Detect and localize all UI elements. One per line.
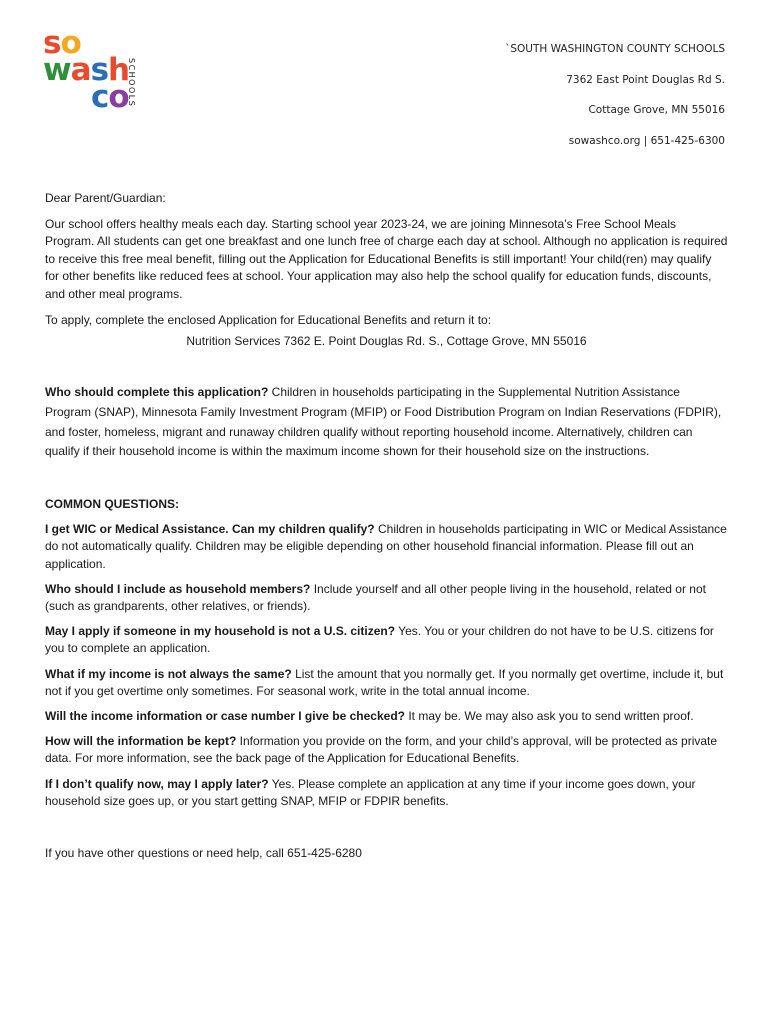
answer: It may be. We may also ask you to send written proof.	[404, 709, 694, 724]
district-logo	[43, 25, 153, 120]
answer: Children in households participating in WIC or Medical Assistance do not automatically qualify. Children may be eligible depending on other household financial information. Please fill out an application.	[45, 522, 727, 571]
answer: List the amount that you normally get. If you normally get overtime, include it, but not if you get overtime only sometimes. For seasonal work, write in the total annual income.	[45, 666, 724, 698]
who-question: Who should complete this application?	[45, 385, 269, 399]
logo-schools-text: SCHOOLS	[127, 58, 136, 108]
answer: Include yourself and all other people living in the household, related or not (such as grandparents, other relatives, or friends).	[45, 581, 706, 614]
city-state-zip: Cottage Grove, MN 55016	[588, 104, 725, 116]
district-address	[505, 43, 725, 165]
question: I get WIC or Medical Assistance. Can my children qualify?	[45, 522, 375, 537]
org-name: `SOUTH WASHINGTON COUNTY SCHOOLS	[505, 43, 725, 55]
qa-item	[45, 776, 728, 810]
qa-item	[45, 708, 728, 725]
apply-instructions: To apply, complete the enclosed Application for Educational Benefits and return it to:	[45, 312, 492, 327]
question: Will the income information or case number I give be checked?	[45, 709, 405, 724]
common-questions-section	[45, 496, 728, 818]
question: May I apply if someone in my household is not a U.S. citizen?	[45, 624, 396, 639]
street-address: 7362 East Point Douglas Rd S.	[566, 73, 725, 86]
qa-item	[45, 666, 728, 700]
qa-item	[45, 733, 728, 767]
common-questions-heading: COMMON QUESTIONS:	[45, 497, 179, 511]
help-contact-line: If you have other questions or need help, call 651-425-6280	[45, 846, 362, 860]
logo-line-co: co	[91, 79, 129, 115]
logo-line-wash: wash	[43, 52, 130, 88]
who-should-apply-section	[45, 383, 728, 462]
qa-item	[45, 521, 728, 573]
question: How will the information be kept?	[45, 734, 237, 749]
who-answer: Children in households participating in the Supplemental Nutrition Assistance Program (SNAP), Minnesota Family Investment Program (MFIP) or Food Distribution Program on Indian Reservations (FDPIR), and foster, homeless, migrant and runaway children qualify without reporting household income. Alternatively, children can qualify if their household income is within the maximum income shown for their household size on the instructions.	[45, 385, 722, 459]
question: What if my income is not always the same?	[45, 666, 292, 681]
letter-body	[45, 190, 728, 351]
qa-item	[45, 623, 728, 657]
answer: Yes. Please complete an application at any time if your income goes down, your household size goes up, or you start getting SNAP, MFIP or FDPIR benefits.	[45, 776, 696, 808]
logo-line-so: so	[43, 25, 81, 61]
intro-paragraph: Our school offers healthy meals each day. Starting school year 2023-24, we are joining Minnesota’s Free School Meals Program. All students can get one breakfast and one lunch free of charge each day at school. Although no application is required to receive this free meal benefit, filling out the Application for Educational Benefits is still important! Your child(ren) may qualify for other benefits like reduced fees at school. Your application may also help the school qualify for education funds, discounts, and other meal programs.	[45, 216, 728, 301]
return-address: Nutrition Services 7362 E. Point Douglas Rd. S., Cottage Grove, MN 55016	[186, 334, 587, 349]
question: Who should I include as household members?	[45, 581, 311, 596]
answer: Information you provide on the form, and your child’s approval, will be protected as private data. For more information, see the back page of the Application for Educational Benefits.	[45, 734, 718, 766]
contact-line: sowashco.org | 651-425-6300	[568, 134, 725, 147]
question: If I don’t qualify now, may I apply later?	[45, 776, 269, 791]
qa-item	[45, 581, 728, 615]
greeting: Dear Parent/Guardian:	[45, 191, 166, 205]
answer: Yes. You or your children do not have to be U.S. citizens for you to complete an application.	[45, 624, 714, 656]
